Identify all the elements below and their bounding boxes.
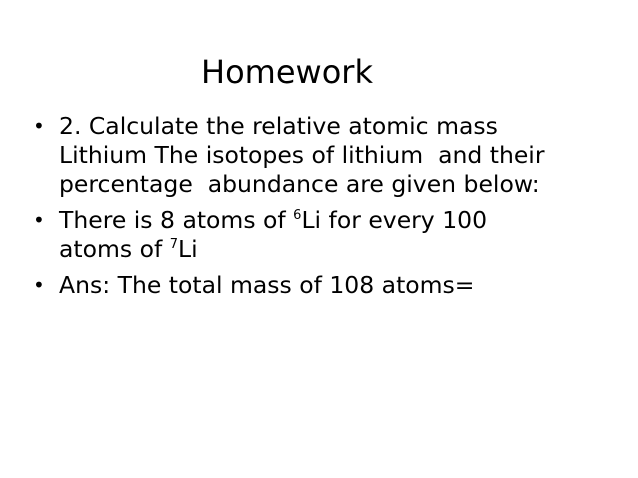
isotope-mass-superscript: 6 [293,208,302,223]
bullet-point-icon: • [33,114,45,138]
text-segment: Li [178,235,198,263]
bullet-item-isotope-ratio [30,206,620,264]
bullet-text-line: percentage abundance are given below: [59,170,540,198]
isotope-mass-superscript: 7 [169,237,178,252]
bullet-point-icon: • [33,273,45,297]
bullet-text-line: Ans: The total mass of 108 atoms= [59,271,475,299]
text-segment: There is 8 atoms of [59,206,294,234]
bullet-text-line [59,235,620,264]
text-segment: Li for every 100 [301,206,488,234]
slide-title: Homework [201,53,373,91]
bullet-item-answer [30,271,620,300]
text-segment: atoms of [59,235,170,263]
bullet-point-icon: • [33,208,45,232]
bullet-text-line: 2. Calculate the relative atomic mass [59,112,498,140]
bullet-text-line: Lithium The isotopes of lithium and their [59,141,545,169]
bullet-text-line [59,206,620,235]
bullet-list [30,112,620,307]
bullet-item-calculate [30,112,620,199]
